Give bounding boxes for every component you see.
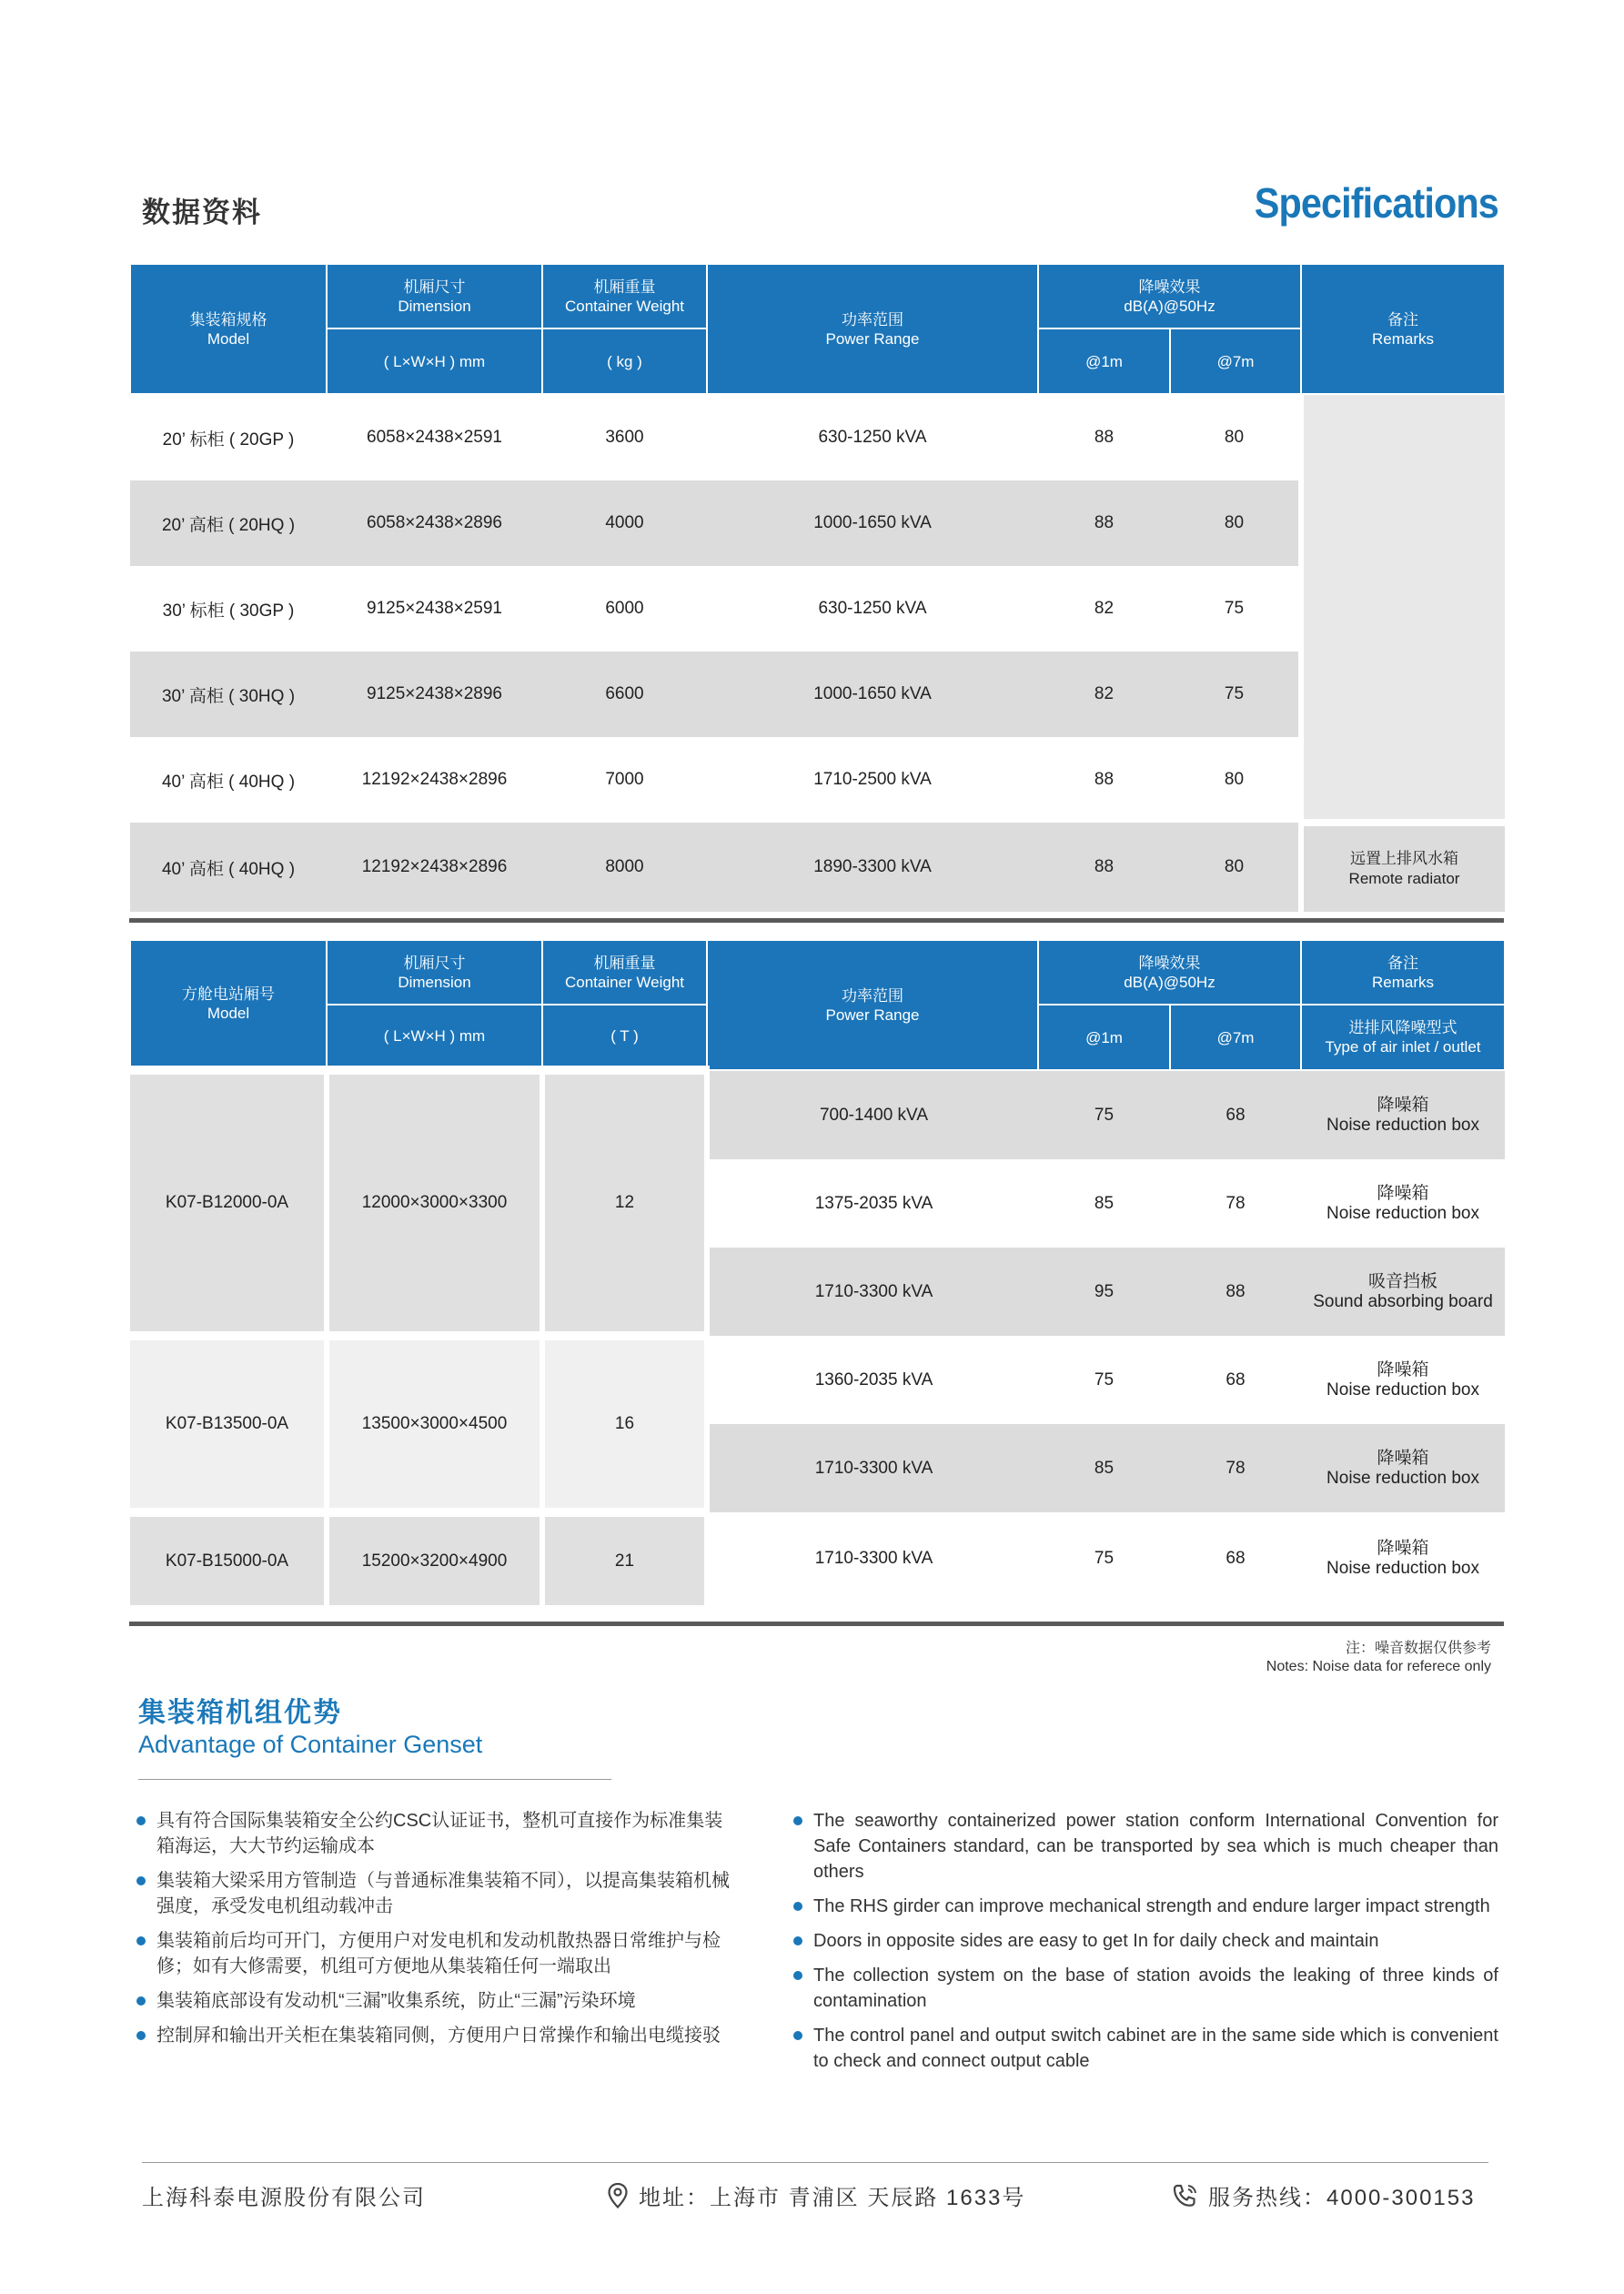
header-wt-unit: ( kg ) (542, 328, 707, 394)
list-item: 集装箱大梁采用方管制造（与普通标准集装箱不同），以提高集装箱机械强度，承受发电机组动载冲击 (136, 1868, 737, 1919)
header-noise: 降噪效果 dB(A)@50Hz (1038, 940, 1301, 1005)
cell-power: 1710-3300 kVA (707, 1248, 1038, 1336)
cell-noise-7m: 68 (1226, 1549, 1246, 1568)
cell-power: 630-1250 kVA (818, 428, 927, 447)
cell-noise-7m: 88 (1170, 1248, 1301, 1336)
cell-weight: 21 (542, 1512, 707, 1605)
footer-divider (142, 2162, 1488, 2163)
note-cn: 注：噪音数据仅供参考 (1345, 1641, 1491, 1656)
header-noise-7m: @7m (1170, 328, 1301, 394)
cell-noise-1m: 85 (1094, 1193, 1115, 1213)
header-remarks: 备注 Remarks (1301, 264, 1505, 394)
page-title-cn: 数据资料 (142, 197, 262, 228)
cell-model: 20’ 标柜 ( 20GP ) (162, 429, 295, 450)
cell-remarks: 吸音挡板 Sound absorbing board (1301, 1248, 1505, 1336)
header-remarks: 备注 Remarks (1301, 940, 1505, 1005)
cell-model: 40’ 高柜 ( 40HQ ) (130, 823, 327, 912)
cell-noise-1m: 75 (1094, 1549, 1115, 1568)
footer-company: 上海科泰电源股份有限公司 (142, 2186, 426, 2210)
footer-hotline (1172, 2179, 1475, 2211)
cell-noise-1m: 88 (1038, 823, 1170, 912)
header-model: 集装箱规格 Model (130, 264, 327, 394)
footer-address (608, 2179, 1025, 2211)
cell-power: 1710-2500 kVA (813, 770, 932, 789)
list-item: The RHS girder can improve mechanical strength and endure larger impact strength (793, 1894, 1498, 1919)
cell-dim: 6058×2438×2591 (367, 428, 502, 447)
cell-remarks: 降噪箱 Noise reduction box (1326, 1183, 1479, 1223)
cell-noise-7m: 80 (1224, 770, 1245, 789)
cell-weight: 4000 (542, 480, 707, 566)
header-dim-unit: ( L×W×H ) mm (327, 1005, 542, 1070)
list-item: 控制屏和输出开关柜在集装箱同侧，方便用户日常操作和输出电缆接驳 (136, 2023, 737, 2048)
cell-noise-7m: 80 (1170, 480, 1301, 566)
cell-model: 30’ 高柜 ( 30HQ ) (130, 652, 327, 737)
advantage-title-cn: 集装箱机组优势 (138, 1698, 342, 1728)
cell-noise-1m: 82 (1094, 599, 1115, 618)
header-power: 功率范围 Power Range (707, 940, 1038, 1070)
cell-dim: 9125×2438×2896 (327, 652, 542, 737)
cell-model: 40’ 高柜 ( 40HQ ) (161, 772, 296, 792)
cell-noise-1m: 82 (1038, 652, 1170, 737)
cell-dim: 15200×3200×4900 (327, 1512, 542, 1605)
cell-weight: 12 (542, 1070, 707, 1336)
cell-dim: 9125×2438×2591 (367, 599, 502, 618)
advantage-list-cn (136, 1808, 737, 2057)
cell-power: 1000-1650 kVA (707, 480, 1038, 566)
cell-power: 1360-2035 kVA (814, 1369, 933, 1390)
cell-power: 1000-1650 kVA (707, 652, 1038, 737)
cell-noise-7m: 75 (1170, 652, 1301, 737)
list-item: Doors in opposite sides are easy to get In for daily check and maintain (793, 1928, 1498, 1954)
cell-dim: 12192×2438×2896 (361, 770, 508, 789)
header-dim-unit: ( L×W×H ) mm (327, 328, 542, 394)
cell-model: K07-B13500-0A (130, 1336, 327, 1512)
header-noise-1m: @1m (1038, 328, 1170, 394)
header-type: 进排风降噪型式 Type of air inlet / outlet (1301, 1005, 1505, 1070)
cell-remarks: 降噪箱 Noise reduction box (1301, 1070, 1505, 1159)
cell-noise-1m: 85 (1038, 1424, 1170, 1512)
cell-model: K07-B12000-0A (130, 1070, 327, 1336)
cell-remarks: 降噪箱 Noise reduction box (1326, 1539, 1479, 1578)
cell-dim: 12192×2438×2896 (327, 823, 542, 912)
list-item: 具有符合国际集装箱安全公约CSC认证证书，整机可直接作为标准集装箱海运，大大节约运输成本 (136, 1808, 737, 1859)
page-title-en: Specifications (1254, 179, 1498, 227)
header-power: 功率范围 Power Range (707, 264, 1038, 394)
table-row (130, 1336, 1505, 1424)
cell-noise-1m: 88 (1094, 428, 1115, 447)
cell-weight: 6600 (542, 652, 707, 737)
header-noise-1m: @1m (1038, 1005, 1170, 1070)
header-weight: 机厢重量 Container Weight (542, 940, 707, 1005)
cell-noise-1m: 75 (1094, 1369, 1115, 1390)
list-item: 集装箱前后均可开门，方便用户对发电机和发动机散热器日常维护与检修；如有大修需要，机组可方便地从集装箱任何一端取出 (136, 1928, 737, 1979)
table-row (130, 652, 1505, 737)
cell-power: 630-1250 kVA (818, 599, 927, 618)
cell-remarks-blank (1301, 394, 1505, 823)
cell-power: 1710-3300 kVA (814, 1549, 933, 1568)
cell-power: 1710-3300 kVA (707, 1424, 1038, 1512)
cell-noise-7m: 80 (1224, 428, 1245, 447)
cell-power: 700-1400 kVA (707, 1070, 1038, 1159)
header-noise: 降噪效果 dB(A)@50Hz (1038, 264, 1301, 328)
cell-remarks: 远置上排风水箱 Remote radiator (1301, 823, 1505, 912)
cell-weight: 3600 (605, 428, 644, 447)
cell-weight: 8000 (542, 823, 707, 912)
table-row (130, 566, 1505, 652)
container-spec-table (129, 263, 1506, 912)
cell-model: 30’ 标柜 ( 30GP ) (162, 601, 295, 621)
cell-noise-1m: 75 (1038, 1070, 1170, 1159)
cell-remarks: 降噪箱 Noise reduction box (1301, 1424, 1505, 1512)
cell-dim: 12000×3000×3300 (327, 1070, 542, 1336)
header-noise-7m: @7m (1170, 1005, 1301, 1070)
cell-dim: 6058×2438×2896 (327, 480, 542, 566)
cell-remarks: 降噪箱 Noise reduction box (1326, 1359, 1479, 1400)
cell-noise-7m: 78 (1226, 1193, 1246, 1213)
header-model: 方舱电站厢号 Model (130, 940, 327, 1070)
list-item: The control panel and output switch cabinet are in the same side which is convenient to check and connect output cable (793, 2023, 1498, 2074)
table-row (130, 823, 1505, 912)
cell-noise-7m: 80 (1170, 823, 1301, 912)
table-row (130, 1512, 1505, 1605)
cell-noise-7m: 78 (1170, 1424, 1301, 1512)
cell-noise-7m: 68 (1170, 1070, 1301, 1159)
shelter-spec-table (129, 939, 1506, 1605)
header-wt-unit: ( T ) (542, 1005, 707, 1070)
note-en: Notes: Noise data for referece only (1266, 1659, 1491, 1674)
noise-note (1266, 1640, 1491, 1676)
header-dimension: 机厢尺寸 Dimension (327, 264, 542, 328)
cell-noise-1m: 88 (1038, 480, 1170, 566)
cell-model: 20’ 高柜 ( 20HQ ) (130, 480, 327, 566)
list-item: 集装箱底部设有发动机“三漏”收集系统，防止“三漏”污染环境 (136, 1988, 737, 2014)
table-divider (129, 1622, 1504, 1626)
cell-model: K07-B15000-0A (130, 1512, 327, 1605)
cell-weight: 16 (542, 1336, 707, 1512)
cell-weight: 6000 (605, 599, 644, 618)
location-pin-icon (608, 2183, 628, 2208)
address-text: 地址：上海市 青浦区 天辰路 1633号 (639, 2186, 1026, 2210)
cell-noise-7m: 75 (1224, 599, 1245, 618)
header-weight: 机厢重量 Container Weight (542, 264, 707, 328)
cell-noise-1m: 88 (1094, 770, 1115, 789)
table-divider (129, 918, 1504, 923)
list-item: The collection system on the base of station avoids the leaking of three kinds of contamination (793, 1963, 1498, 2014)
table-row (130, 480, 1505, 566)
advantage-underline (138, 1779, 611, 1780)
advantage-title-en: Advantage of Container Genset (138, 1731, 483, 1758)
header-dimension: 机厢尺寸 Dimension (327, 940, 542, 1005)
phone-icon (1172, 2183, 1199, 2208)
table-row (130, 394, 1505, 480)
cell-dim: 13500×3000×4500 (327, 1336, 542, 1512)
table-row (130, 1070, 1505, 1159)
hotline-text: 服务热线：4000-300153 (1208, 2186, 1476, 2210)
cell-weight: 7000 (605, 770, 644, 789)
cell-power: 1375-2035 kVA (814, 1193, 933, 1213)
cell-noise-1m: 95 (1038, 1248, 1170, 1336)
table-row (130, 737, 1505, 823)
advantage-list-en (793, 1808, 1498, 2083)
list-item: The seaworthy containerized power station conform International Convention for Safe Containers standard, can be transported by sea which is much cheaper than others (793, 1808, 1498, 1885)
cell-power: 1890-3300 kVA (707, 823, 1038, 912)
cell-noise-7m: 68 (1226, 1369, 1246, 1390)
